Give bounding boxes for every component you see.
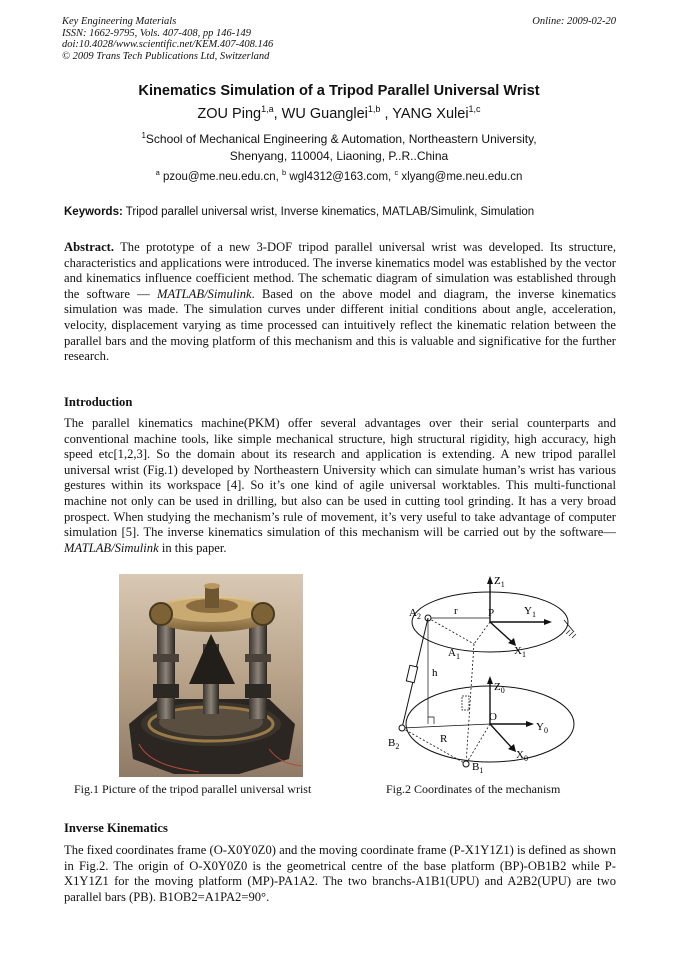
author-sup: 1,c <box>468 104 481 114</box>
introduction-heading: Introduction <box>64 395 133 409</box>
issn-line: ISSN: 1662-9795, Vols. 407-408, pp 146-149 <box>62 27 251 39</box>
email-sup: b <box>282 168 287 177</box>
author-sup: 1,a <box>261 104 274 114</box>
abstract-text-2: . Based on the above model and diagram, the inverse kinematics simulation was made. The simulation curves under different initial conditions about angle, acceleration, velocity, displacement varying as time processed can intuitively reflect the kinematic relation between the parallel bars and the moving platform of this mechanism and this is valuable and significative for the further research. <box>64 286 616 364</box>
keywords-text: Tripod parallel universal wrist, Inverse kinematics, MATLAB/Simulink, Simulation <box>125 206 535 218</box>
label-o: O <box>489 711 497 723</box>
figure-2-caption: Fig.2 Coordinates of the mechanism <box>386 782 561 796</box>
label-h: h <box>432 667 438 679</box>
abstract-software: MATLAB/Simulink <box>156 286 252 301</box>
affiliation-sup: 1 <box>141 131 146 140</box>
email-sup: c <box>394 168 399 177</box>
abstract-label: Abstract. <box>64 240 115 254</box>
abstract-text-1: The prototype of a new 3-DOF tripod parallel universal wrist was developed. Its structure, characteristics and applications were introduced. The inverse kinematics model was established by the vector and kinematics influence coefficient method. The schematic diagram of simulation was established through the software — <box>64 240 617 301</box>
affiliation <box>0 127 678 165</box>
label-y1: $Y_1$ <box>524 605 536 619</box>
email-list <box>0 168 678 183</box>
label-big-r: R <box>440 733 448 745</box>
email-address[interactable]: xlyang@me.neu.edu.cn <box>401 170 523 183</box>
label-y0: $Y_0$ <box>536 721 548 735</box>
label-b2: $B_2$ <box>388 737 400 751</box>
doi-line: doi:10.4028/www.scientific.net/KEM.407-408.146 <box>62 39 274 50</box>
abstract <box>64 240 616 365</box>
introduction-text <box>64 416 616 556</box>
label-x0: $X_0$ <box>516 749 528 763</box>
label-x1: $X_1$ <box>514 645 526 659</box>
label-r: r <box>454 605 458 617</box>
figure-2-diagram <box>388 572 580 778</box>
label-a1: $A_1$ <box>448 647 460 661</box>
intro-text-2: in this paper. <box>158 540 227 555</box>
figure-1-caption: Fig.1 Picture of the tripod parallel universal wrist <box>74 782 312 796</box>
email-sup: a <box>155 168 160 177</box>
label-p: P <box>488 607 495 619</box>
label-z1: $Z_1$ <box>494 575 505 589</box>
author-name: WU Guanglei <box>281 105 368 122</box>
author-name: ZOU Ping <box>197 105 262 122</box>
online-date: Online: 2009-02-20 <box>532 16 616 27</box>
keywords-label: Keywords: <box>64 206 123 218</box>
keywords <box>64 206 624 218</box>
author-list: ZOU Ping$^{1,a}$, WU Guanglei$^{1,b}$ , YANG Xulei$^{1,c}$ <box>197 104 481 122</box>
figure-1-photo <box>119 574 303 777</box>
journal-name: Key Engineering Materials <box>62 16 177 27</box>
label-a2: $A_2$ <box>409 607 421 621</box>
copyright-line: © 2009 Trans Tech Publications Ltd, Switzerland <box>62 50 270 62</box>
inverse-kinematics-heading: Inverse Kinematics <box>64 821 168 835</box>
affiliation-line-2: Shenyang, 110004, Liaoning, P..R..China <box>229 149 449 163</box>
paper-title: Kinematics Simulation of a Tripod Parallel Universal Wrist <box>138 83 540 99</box>
label-z0: $Z_0$ <box>494 681 505 695</box>
email-address[interactable]: wgl4312@163.com, <box>289 170 392 183</box>
author-sup: 1,b <box>367 104 381 114</box>
intro-text-1: The parallel kinematics machine(PKM) offer several advantages over their serial counterparts and conventional machine tools, like simple mechanical structure, high structural rigidity, high accuracy, high speed etc[1,2,3]. So the domain about its research and application is extending. A new tripod parallel universal wrist (Fig.1) developed by Northeastern University which can simulate human’s wrist has various gestures within its workspace [4]. So it’s one kind of agile universal worktables. This multi-functional machine not only can be used in drilling, but also can be used in cutting tool grinding. It has a very broad prospect. When studying the mechanism’s rule of movement, it’s very useful to take advantage of computer simulation [5]. The inverse kinematics simulation of this mechanism will be carried out by the software— <box>64 416 616 540</box>
label-b1: $B_1$ <box>472 761 484 775</box>
inverse-kinematics-text: The fixed coordinates frame (O-X0Y0Z0) and the moving coordinate frame (P-X1Y1Z1) is defined as shown in Fig.2. The origin of O-X0Y0Z0 is the geometrical centre of the base platform (BP)-OB1B2 while P-X1Y1Z1 for the moving platform (MP)-PA1A2. The two branchs-A1B1(UPU) and A2B2(UPU) are two parallel bars (PB). B1OB2=A1PA2=90°. <box>64 843 616 904</box>
author-name: YANG Xulei <box>392 105 469 122</box>
email-address[interactable]: pzou@me.neu.edu.cn, <box>162 170 279 183</box>
affiliation-line-1: School of Mechanical Engineering & Automation, Northeastern University, <box>145 132 537 146</box>
intro-software: MATLAB/Simulink <box>64 540 159 555</box>
journal-header <box>62 16 273 62</box>
